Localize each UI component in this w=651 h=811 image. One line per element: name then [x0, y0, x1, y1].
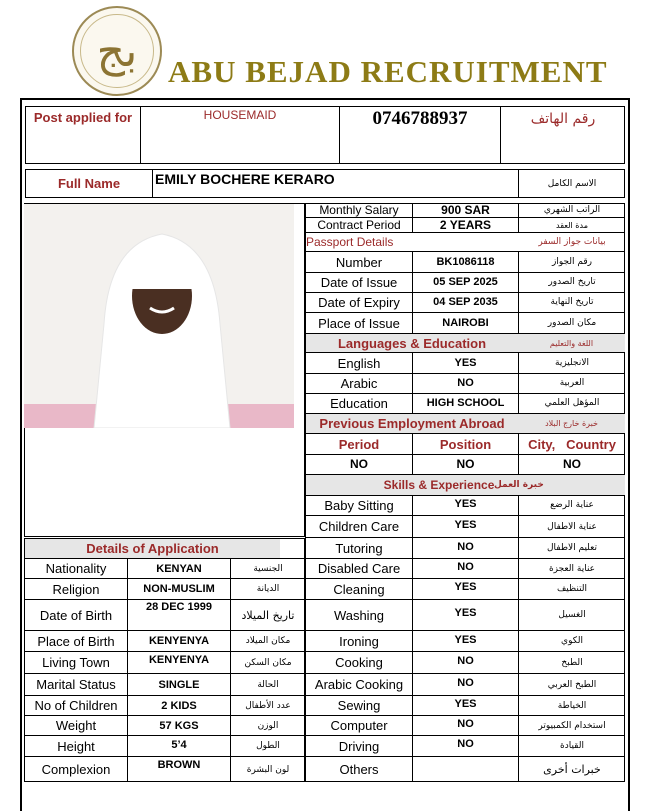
application-title: Details of Application — [25, 539, 280, 558]
date-of-expiry-label: Date of Expiry — [318, 294, 400, 310]
english-ar: الانجليزية — [555, 358, 589, 368]
full-name-label-ar: الاسم الكامل — [547, 178, 597, 189]
salary-value: 900 SAR — [441, 203, 490, 217]
date-of-expiry-ar: تاريخ النهاية — [550, 297, 594, 307]
date-of-birth-label: Date of Birth — [39, 607, 113, 623]
education-ar: المؤهل العلمي — [544, 398, 600, 408]
marital-status-value: SINGLE — [158, 678, 200, 691]
skill-baby-sitting-ar: عناية الرضع — [550, 500, 594, 510]
skill-cooking-ar: الطبخ — [561, 657, 583, 668]
skill-driving-label: Driving — [338, 738, 380, 754]
arabic-ar: العربية — [559, 378, 585, 388]
complexion-value: BROWN — [157, 759, 201, 771]
skill-sewing-label: Sewing — [337, 698, 381, 713]
contract-period-value: 2 YEARS — [439, 218, 492, 232]
date-of-issue-ar: تاريخ الصدور — [548, 277, 596, 287]
place-of-birth-ar: مكان الميلاد — [245, 636, 291, 646]
education-label: Education — [330, 395, 388, 411]
skill-disabled-care-label: Disabled Care — [317, 561, 401, 576]
skill-tutoring-label: Tutoring — [335, 540, 383, 556]
languages-title-ar: اللغة والتعليم — [518, 334, 625, 352]
skill-computer-label: Computer — [330, 718, 388, 733]
english-label: English — [337, 355, 381, 371]
arabic-value: NO — [457, 377, 474, 389]
skill-cleaning-value: YES — [454, 581, 477, 593]
skill-ironing-label: Ironing — [339, 633, 379, 649]
no-of-children-ar: عدد الأطفال — [245, 700, 291, 711]
place-of-birth-value: KENYENYA — [148, 635, 210, 647]
skill-others-ar: خبرات أخرى — [543, 763, 601, 776]
english-value: YES — [454, 357, 477, 369]
passport-title-ar: بيانات جواز السفر — [538, 236, 606, 247]
date-of-birth-value: 28 DEC 1999 — [145, 601, 213, 613]
skill-children-care-label: Children Care — [318, 519, 400, 534]
date-of-expiry-value: 04 SEP 2035 — [433, 296, 498, 308]
skills-title: Skills & Experience — [384, 478, 494, 492]
salary-label: Monthly Salary — [319, 203, 399, 217]
religion-value: NON-MUSLIM — [143, 583, 215, 595]
employment-period-value: NO — [350, 457, 368, 471]
contract-period-label: Contract Period — [317, 218, 401, 232]
date-of-issue-label: Date of Issue — [320, 274, 398, 290]
place-of-issue-value: NAIROBI — [442, 317, 489, 329]
languages-title: Languages & Education — [306, 334, 518, 352]
full-name-label: Full Name — [57, 176, 121, 191]
skill-sewing-ar: الخياطة — [557, 700, 587, 711]
phone-number: 0746788937 — [372, 108, 468, 129]
skills-title-ar: خبرة العمل — [494, 480, 544, 490]
complexion-ar: لون البشرة — [246, 764, 290, 775]
skill-washing-ar: الغسيل — [558, 610, 586, 620]
living-town-ar: مكان السكن — [244, 657, 292, 668]
passport-title: Passport Details — [306, 234, 394, 249]
weight-ar: الوزن — [257, 720, 279, 731]
skill-washing-label: Washing — [333, 607, 385, 623]
weight-label: Weight — [55, 718, 97, 733]
employment-position-value: NO — [456, 457, 475, 471]
salary-label-ar: الراتب الشهري — [543, 205, 601, 215]
place-of-birth-label: Place of Birth — [37, 633, 115, 649]
skill-baby-sitting-value: YES — [454, 498, 477, 510]
marital-status-ar: الحالة — [257, 679, 279, 690]
skill-arabic-cooking-value: NO — [457, 676, 474, 689]
marital-status-label: Marital Status — [36, 677, 116, 692]
employment-position-header: Position — [439, 436, 492, 452]
skill-disabled-care-value: NO — [457, 561, 474, 573]
living-town-value: KENYENYA — [148, 654, 210, 666]
skill-sewing-value: YES — [454, 698, 477, 710]
employment-title: Previous Employment Abroad — [306, 414, 518, 433]
skill-ironing-ar: الكوي — [561, 636, 583, 646]
no-of-children-value: 2 KIDS — [161, 699, 197, 712]
passport-number-ar: رقم الجواز — [551, 257, 593, 267]
employment-city-header: City, Country — [528, 436, 616, 452]
arabic-label: Arabic — [340, 375, 378, 391]
education-value: HIGH SCHOOL — [426, 397, 505, 409]
post-applied-value: HOUSEMAID — [203, 108, 277, 122]
religion-label: Religion — [52, 581, 100, 597]
passport-number-value: BK1086118 — [436, 256, 495, 268]
post-applied-label: Post applied for — [33, 109, 133, 125]
place-of-issue-label: Place of Issue — [318, 315, 400, 331]
place-of-issue-ar: مكان الصدور — [547, 318, 597, 328]
weight-value: 57 KGS — [159, 719, 199, 732]
skill-tutoring-ar: تعليم الاطفال — [546, 543, 598, 553]
skill-arabic-cooking-label: Arabic Cooking — [314, 677, 404, 692]
skill-disabled-care-ar: عناية العجزة — [548, 563, 596, 574]
date-of-birth-ar: تاريخ الميلاد — [241, 608, 295, 622]
skill-computer-ar: استخدام الكمبيوتر — [538, 720, 606, 731]
height-label: Height — [57, 738, 95, 754]
nationality-ar: الجنسية — [253, 563, 283, 574]
skill-cooking-label: Cooking — [335, 655, 383, 670]
phone-label-ar: رقم الهاتف — [530, 111, 596, 127]
complexion-label: Complexion — [41, 762, 111, 777]
skill-cooking-value: NO — [457, 654, 474, 667]
skill-baby-sitting-label: Baby Sitting — [324, 497, 394, 513]
no-of-children-label: No of Children — [34, 698, 118, 713]
applicant-photo — [24, 204, 294, 428]
nationality-value: KENYAN — [156, 562, 202, 575]
passport-number-label: Number — [335, 254, 383, 270]
employment-period-header: Period — [338, 436, 380, 452]
calligraphy-logo-icon: بج — [72, 6, 162, 96]
skill-washing-value: YES — [454, 607, 477, 619]
employment-city-value: NO — [563, 457, 581, 471]
skill-ironing-value: YES — [454, 633, 477, 646]
skill-children-care-ar: عناية الاطفال — [547, 521, 597, 532]
date-of-issue-value: 05 SEP 2025 — [433, 276, 498, 288]
skill-others-value — [413, 757, 518, 782]
employment-title-ar: خبرة خارج البلاد — [518, 414, 625, 433]
religion-ar: الديانة — [256, 584, 280, 594]
skill-computer-value: NO — [457, 718, 474, 730]
height-value: 5’4 — [171, 739, 187, 751]
height-ar: الطول — [256, 741, 280, 751]
skill-driving-ar: القيادة — [560, 741, 584, 751]
skill-arabic-cooking-ar: الطبخ العربي — [547, 679, 597, 690]
brand-name: ABU BEJAD RECRUITMENT — [168, 54, 608, 89]
skill-cleaning-label: Cleaning — [333, 581, 385, 597]
skill-cleaning-ar: التنظيف — [556, 584, 588, 594]
skill-children-care-value: YES — [454, 519, 477, 531]
skill-driving-value: NO — [457, 738, 474, 750]
living-town-label: Living Town — [42, 655, 110, 670]
skill-others-label: Others — [339, 762, 379, 777]
contract-period-ar: مدة العقد — [556, 220, 588, 230]
nationality-label: Nationality — [45, 561, 107, 576]
skill-tutoring-value: NO — [457, 541, 474, 553]
full-name-value: EMILY BOCHERE KERARO — [155, 171, 335, 187]
